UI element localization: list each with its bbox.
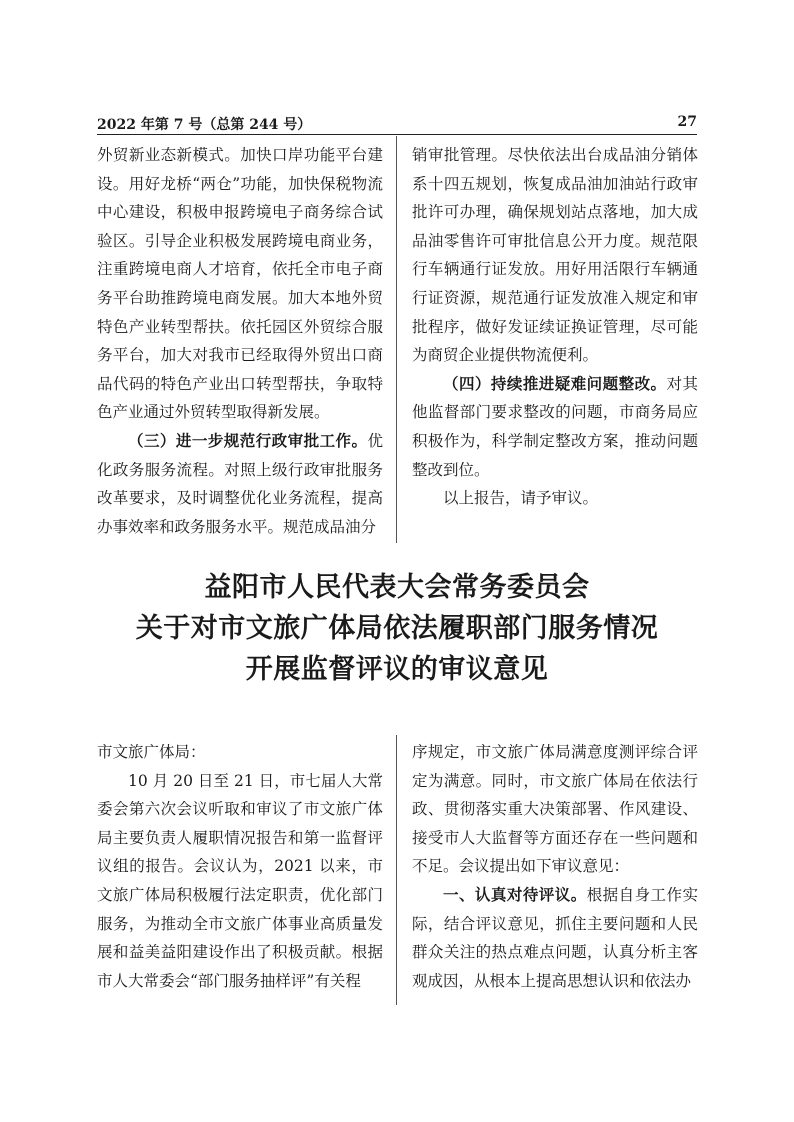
document-title bbox=[0, 567, 794, 690]
paragraph: 销审批管理。尽快依法出台成品油分销体系十四五规划，恢复成品油加油站行政审批许可办理，确保规划站点落地，加大成品油零售许可审批信息公开力度。规范限行车辆通行证发放。用好用活限行车辆通行证资源，规范通行证发放准入规定和审批程序，做好发证续证换证管理，尽可能为商贸企业提供物流便利。 bbox=[412, 146, 698, 365]
column-divider bbox=[396, 136, 397, 543]
top-right-column bbox=[412, 141, 698, 513]
section-heading: （三）进一步规范行政审批工作。 bbox=[128, 431, 368, 450]
closing-line: 以上报告，请予审议。 bbox=[443, 489, 599, 508]
section-heading: （四）持续推进疑难问题整改。 bbox=[443, 374, 667, 393]
paragraph bbox=[412, 370, 698, 484]
paragraph: 10 月 20 日至 21 日，市七届人大常委会第六次会议听取和审议了市文旅广体局主要负责人履职情况报告和第一监督评议组的报告。会议认为，2021 以来，市文旅广体局积极履行法定职责，优化部门服务，为推动全市文旅广体事业高质量发展和益美益阳建设作出了积极贡献。根据市人大常委会“部门服务抽样评”有关程 bbox=[97, 771, 383, 990]
paragraph: 外贸新业态新模式。加快口岸功能平台建设。用好龙桥“两仓”功能，加快保税物流中心建设，积极申报跨境电子商务综合试验区。引导企业积极发展跨境电商业务，注重跨境电商人才培育，依托全市电子商务平台助推跨境电商发展。加大本地外贸特色产业转型帮扶。依托园区外贸综合服务平台，加大对我市已经取得外贸出口商品代码的特色产业出口转型帮扶，争取特色产业通过外贸转型取得新发展。 bbox=[97, 146, 383, 422]
section-heading: 一、认真对待评议。 bbox=[443, 884, 587, 904]
header-rule bbox=[97, 134, 697, 135]
title-line: 益阳市人民代表大会常务委员会 bbox=[204, 572, 590, 603]
bottom-left-column bbox=[97, 738, 383, 995]
title-line: 开展监督评议的审议意见 bbox=[245, 654, 549, 685]
column-divider bbox=[396, 735, 397, 1005]
paragraph bbox=[97, 427, 383, 541]
paragraph-body: 根据自身工作实际，结合评议意见，抓住主要问题和人民群众关注的热点难点问题，认真分析主客观成因，从根本上提高思想认识和依法办 bbox=[412, 885, 698, 990]
bottom-right-column bbox=[412, 738, 698, 995]
issue-label: 2022 年第 7 号（总第 244 号） bbox=[97, 117, 312, 133]
salutation: 市文旅广体局： bbox=[97, 743, 206, 761]
paragraph: 序规定，市文旅广体局满意度测评综合评定为满意。同时，市文旅广体局在依法行政、贯彻落实重大决策部署、作风建设、接受市人大监督等方面还存在一些问题和不足。会议提出如下审议意见： bbox=[412, 743, 698, 876]
title-line: 关于对市文旅广体局依法履职部门服务情况 bbox=[135, 613, 659, 644]
paragraph bbox=[412, 881, 698, 995]
top-left-column bbox=[97, 141, 383, 541]
running-header bbox=[97, 112, 697, 136]
paragraph-body: 对其他监督部门要求整改的问题，市商务局应积极作为，科学制定整改方案，推动问题整改到位。 bbox=[412, 374, 698, 479]
paragraph-body: 优化政务服务流程。对照上级行政审批服务改革要求，及时调整优化业务流程，提高办事效率和政务服务水平。规范成品油分 bbox=[97, 431, 383, 536]
page-number: 27 bbox=[677, 114, 697, 130]
